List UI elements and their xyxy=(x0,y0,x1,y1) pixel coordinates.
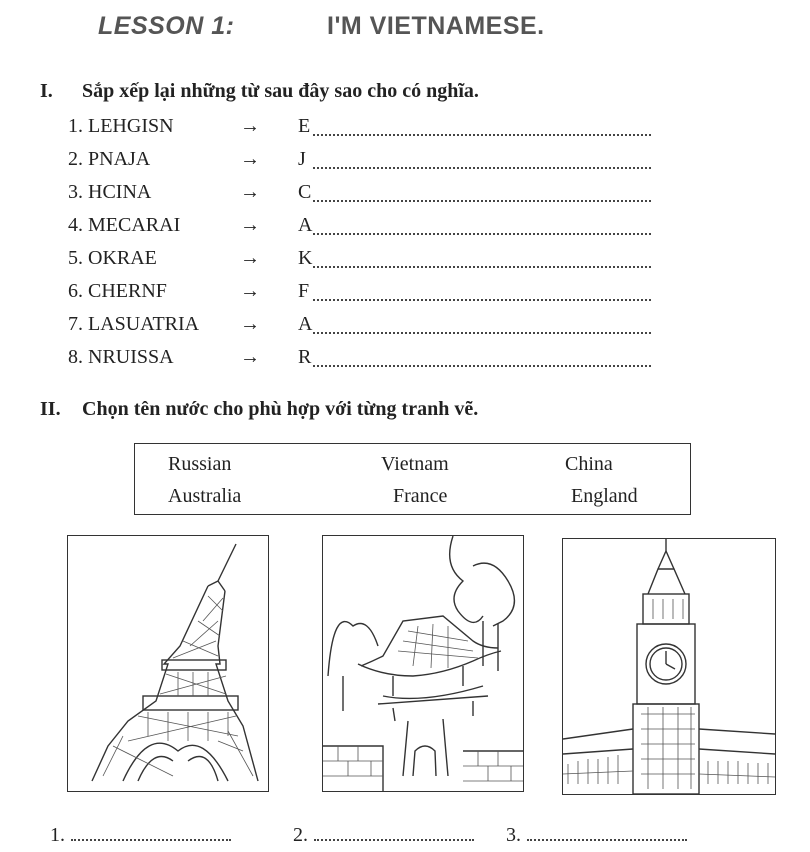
answer-line[interactable] xyxy=(313,200,651,202)
arrow-icon: → xyxy=(240,247,260,269)
answer-line[interactable] xyxy=(71,839,231,841)
answer-line[interactable] xyxy=(313,233,651,235)
scrambled-word: 1. LEHGISN xyxy=(68,115,174,137)
scrambled-word: 4. MECARAI xyxy=(68,214,181,236)
lesson-name: I'M VIETNAMESE. xyxy=(327,12,545,40)
eiffel-tower-icon xyxy=(68,536,268,791)
answer-1[interactable] xyxy=(50,824,231,847)
section-1-instruction: Sắp xếp lại những từ sau đây sao cho có nghĩa. xyxy=(82,80,479,102)
section-2-number: II. xyxy=(40,398,61,420)
scrambled-word: 5. OKRAE xyxy=(68,247,157,269)
section-2-instruction: Chọn tên nước cho phù hợp với từng tranh vẽ. xyxy=(82,398,479,420)
first-letter: R xyxy=(298,346,312,368)
lesson-label: LESSON 1: xyxy=(98,12,235,40)
arrow-icon: → xyxy=(240,313,260,335)
answer-line[interactable] xyxy=(313,299,651,301)
answer-number: 1. xyxy=(50,824,65,846)
answer-2[interactable] xyxy=(293,824,474,847)
picture-3 xyxy=(562,538,776,795)
answer-line[interactable] xyxy=(313,266,651,268)
big-ben-icon xyxy=(563,539,775,794)
word-bank-item: Russian xyxy=(168,453,232,475)
first-letter: J xyxy=(298,148,306,170)
first-letter: A xyxy=(298,313,313,335)
picture-1 xyxy=(67,535,269,792)
answer-line[interactable] xyxy=(313,365,651,367)
arrow-icon: → xyxy=(240,280,260,302)
answer-number: 2. xyxy=(293,824,308,846)
word-bank-item: England xyxy=(571,485,638,507)
section-1-number: I. xyxy=(40,80,53,102)
arrow-icon: → xyxy=(240,214,260,236)
arrow-icon: → xyxy=(240,346,260,368)
section-2-heading xyxy=(40,398,478,421)
one-pillar-pagoda-icon xyxy=(323,536,523,791)
answer-number: 3. xyxy=(506,824,521,846)
answer-line[interactable] xyxy=(314,839,474,841)
answer-3[interactable] xyxy=(506,824,687,847)
answer-line[interactable] xyxy=(313,332,651,334)
scrambled-word: 2. PNAJA xyxy=(68,148,151,170)
section-1-heading xyxy=(40,80,479,103)
arrow-icon: → xyxy=(240,148,260,170)
arrow-icon: → xyxy=(240,115,260,137)
first-letter: C xyxy=(298,181,312,203)
scrambled-word: 7. LASUATRIA xyxy=(68,313,200,335)
scrambled-word: 3. HCINA xyxy=(68,181,152,203)
first-letter: F xyxy=(298,280,310,302)
word-bank-item: China xyxy=(565,453,613,475)
scrambled-word: 6. CHERNF xyxy=(68,280,167,302)
word-bank-item: Vietnam xyxy=(381,453,449,475)
scrambled-word: 8. NRUISSA xyxy=(68,346,174,368)
word-bank xyxy=(134,443,691,515)
word-bank-item: Australia xyxy=(168,485,242,507)
word-bank-item: France xyxy=(393,485,448,507)
arrow-icon: → xyxy=(240,181,260,203)
first-letter: K xyxy=(298,247,313,269)
first-letter: E xyxy=(298,115,311,137)
answer-line[interactable] xyxy=(313,134,651,136)
picture-2 xyxy=(322,535,524,792)
answer-line[interactable] xyxy=(313,167,651,169)
answer-line[interactable] xyxy=(527,839,687,841)
first-letter: A xyxy=(298,214,313,236)
